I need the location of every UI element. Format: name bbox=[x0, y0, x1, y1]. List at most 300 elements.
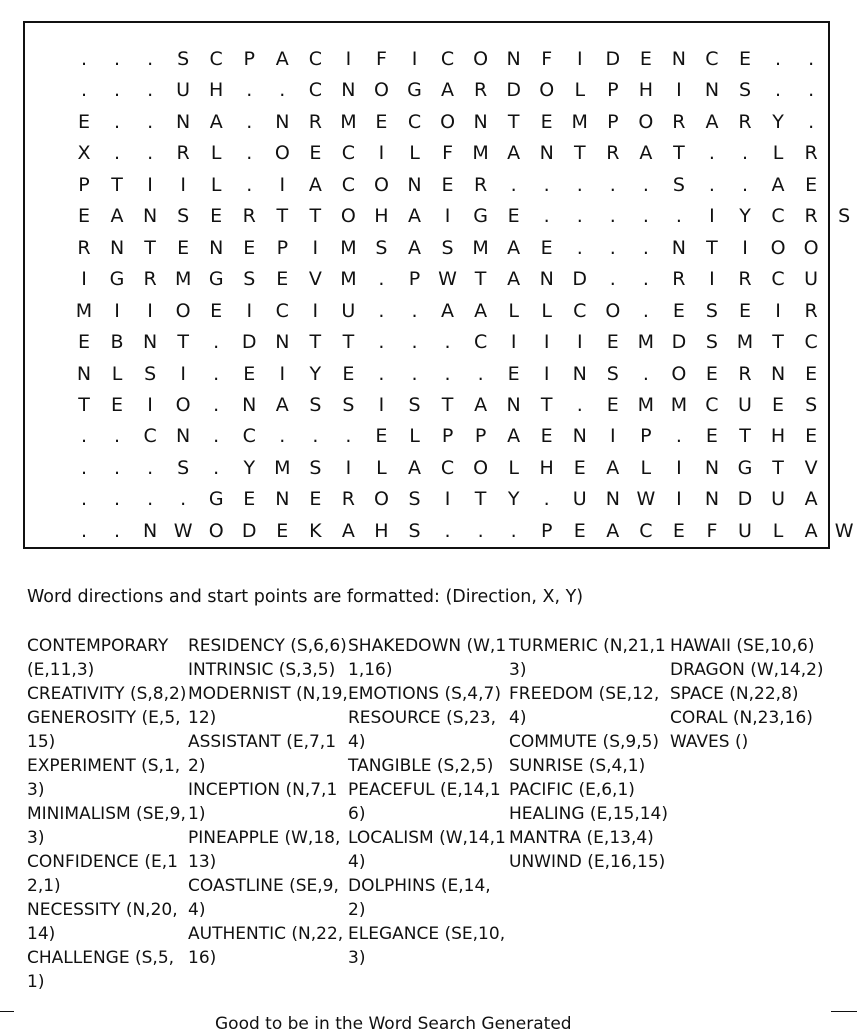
grid-cell: R bbox=[738, 268, 752, 291]
grid-cell: I bbox=[709, 268, 715, 291]
grid-cell: A bbox=[474, 299, 488, 322]
grid-cell: . bbox=[444, 331, 451, 354]
grid-cell: C bbox=[804, 331, 818, 354]
grid-cell: U bbox=[176, 79, 191, 102]
grid-cell: C bbox=[143, 425, 157, 448]
grid-cell: T bbox=[706, 236, 718, 259]
grid-cell: O bbox=[539, 79, 555, 102]
grid-cell: L bbox=[111, 362, 123, 385]
grid-cell: S bbox=[408, 488, 421, 511]
grid-cell: E bbox=[210, 299, 223, 322]
grid-cell: E bbox=[210, 205, 223, 228]
grid-cell: L bbox=[772, 519, 784, 542]
grid-cell: S bbox=[144, 362, 157, 385]
grid-cell: D bbox=[737, 488, 753, 511]
grid-cell: Y bbox=[309, 362, 322, 385]
grid-cell: M bbox=[274, 456, 291, 479]
grid-cell: N bbox=[671, 48, 686, 70]
grid-cell: S bbox=[738, 79, 752, 102]
grid-cell: A bbox=[705, 110, 719, 133]
grid-cell: T bbox=[177, 331, 189, 354]
grid-cell: . bbox=[741, 142, 749, 165]
grid-cell: E bbox=[375, 110, 388, 133]
word-entry: CONFIDENCE (E,12,1) bbox=[27, 852, 178, 896]
instructions-text: Word directions and start points are formatted: (Direction, X, Y) bbox=[27, 587, 584, 607]
grid-cell: T bbox=[573, 142, 586, 165]
grid-cell: G bbox=[473, 205, 488, 228]
grid-cell: R bbox=[242, 205, 256, 228]
grid-cell: M bbox=[736, 331, 754, 354]
grid-cell: E bbox=[540, 236, 553, 259]
grid-cell: N bbox=[109, 236, 125, 259]
word-list-column-2 bbox=[188, 634, 348, 970]
grid-cell: L bbox=[574, 79, 586, 102]
grid-cell: R bbox=[672, 110, 686, 133]
grid-cell: T bbox=[474, 268, 487, 291]
grid-cell: E bbox=[672, 519, 685, 542]
word-entry: TANGIBLE (S,2,5) bbox=[348, 756, 494, 776]
grid-cell: I bbox=[444, 488, 451, 511]
grid-cell: M bbox=[340, 268, 357, 291]
grid-cell: T bbox=[441, 393, 454, 416]
grid-cell: N bbox=[506, 48, 521, 70]
grid-cell: H bbox=[374, 519, 389, 542]
grid-cell: O bbox=[440, 110, 456, 133]
grid-cell: . bbox=[642, 236, 649, 259]
grid-cell: I bbox=[543, 331, 550, 354]
grid-cell: . bbox=[213, 456, 220, 479]
grid-cell: M bbox=[174, 268, 192, 291]
grid-cell: S bbox=[705, 331, 718, 354]
grid-cell: Y bbox=[243, 456, 256, 479]
grid-cell: C bbox=[308, 48, 322, 70]
grid-cell: O bbox=[473, 456, 489, 479]
grid-cell: . bbox=[477, 362, 484, 385]
grid-cell: Y bbox=[739, 205, 751, 228]
grid-cell: N bbox=[407, 173, 422, 196]
grid-cell: N bbox=[275, 331, 290, 354]
grid-cell: S bbox=[672, 173, 685, 196]
grid-cell: I bbox=[775, 299, 781, 322]
grid-cell: D bbox=[506, 79, 521, 102]
grid-cell: L bbox=[508, 299, 519, 322]
grid-cell: O bbox=[473, 48, 489, 70]
word-entry: FREEDOM (SE,12,4) bbox=[509, 684, 660, 728]
grid-cell: L bbox=[376, 456, 387, 479]
grid-cell: . bbox=[609, 236, 616, 259]
grid-cell: A bbox=[507, 425, 521, 448]
grid-cell: D bbox=[605, 48, 621, 70]
word-entry: CONTEMPORARY (E,11,3) bbox=[27, 636, 169, 680]
word-entry: HEALING (E,15,14) bbox=[509, 804, 669, 824]
grid-cell: I bbox=[609, 425, 616, 448]
grid-cell: N bbox=[209, 236, 224, 259]
grid-cell: . bbox=[147, 110, 154, 133]
grid-cell: C bbox=[705, 393, 719, 416]
grid-cell: I bbox=[742, 236, 748, 259]
grid-cell: P bbox=[276, 236, 289, 259]
grid-cell: . bbox=[576, 393, 583, 416]
word-entry: INCEPTION (N,7,11) bbox=[188, 780, 338, 824]
grid-cell: N bbox=[76, 362, 92, 385]
grid-cell: . bbox=[609, 205, 616, 228]
grid-cell: I bbox=[312, 236, 319, 259]
grid-cell: . bbox=[477, 519, 484, 542]
grid-cell: . bbox=[808, 79, 815, 102]
grid-cell: R bbox=[473, 79, 488, 102]
grid-cell: N bbox=[176, 110, 191, 133]
grid-cell: S bbox=[243, 268, 256, 291]
grid-cell: E bbox=[111, 393, 124, 416]
grid-cell: C bbox=[242, 425, 256, 448]
word-entry: AUTHENTIC (N,22,16) bbox=[188, 924, 344, 968]
word-entry: HAWAII (SE,10,6) bbox=[670, 636, 815, 656]
grid-cell: . bbox=[147, 488, 154, 511]
grid-cell: . bbox=[378, 331, 385, 354]
grid-cell: M bbox=[637, 393, 655, 416]
grid-cell: G bbox=[737, 456, 753, 479]
grid-cell: . bbox=[114, 425, 121, 448]
grid-cell: . bbox=[114, 519, 121, 542]
grid-cell: E bbox=[342, 362, 355, 385]
word-list-column-5 bbox=[670, 634, 830, 754]
grid-cell: T bbox=[739, 425, 751, 448]
grid-cell: A bbox=[275, 48, 289, 70]
grid-cell: . bbox=[213, 362, 220, 385]
grid-cell: N bbox=[605, 488, 620, 511]
grid-cell: . bbox=[444, 362, 451, 385]
word-entry: MANTRA (E,13,4) bbox=[509, 828, 654, 848]
grid-cell: T bbox=[309, 205, 322, 228]
grid-cell: G bbox=[208, 268, 224, 291]
grid-cell: E bbox=[243, 236, 256, 259]
grid-cell: . bbox=[213, 393, 220, 416]
grid-cell: T bbox=[673, 142, 685, 165]
grid-cell: I bbox=[444, 205, 451, 228]
grid-cell: H bbox=[770, 425, 786, 448]
grid-cell: T bbox=[342, 331, 355, 354]
grid-cell: . bbox=[576, 236, 583, 259]
grid-cell: . bbox=[642, 268, 649, 291]
grid-cell: . bbox=[114, 110, 121, 133]
grid-cell: Y bbox=[772, 110, 784, 133]
grid-cell: E bbox=[243, 488, 256, 511]
grid-cell: T bbox=[111, 173, 123, 196]
grid-cell: . bbox=[80, 425, 88, 448]
grid-cell: E bbox=[177, 236, 190, 259]
grid-cell: P bbox=[243, 48, 255, 70]
grid-cell: I bbox=[676, 79, 682, 102]
word-entry: INTRINSIC (S,3,5) bbox=[188, 660, 336, 680]
grid-cell: O bbox=[638, 110, 654, 133]
grid-cell: . bbox=[675, 425, 682, 448]
grid-cell: O bbox=[274, 142, 290, 165]
grid-cell: I bbox=[510, 331, 517, 354]
grid-cell: A bbox=[507, 142, 521, 165]
grid-cell: R bbox=[738, 110, 752, 133]
grid-cell: E bbox=[805, 173, 818, 196]
grid-cell: E bbox=[77, 110, 90, 133]
grid-cell: . bbox=[80, 488, 88, 511]
grid-cell: M bbox=[670, 393, 688, 416]
grid-cell: . bbox=[808, 48, 815, 70]
grid-cell: N bbox=[142, 519, 158, 542]
grid-cell: E bbox=[77, 205, 90, 228]
grid-cell: S bbox=[375, 236, 388, 259]
grid-cell: A bbox=[771, 173, 785, 196]
grid-cell: M bbox=[472, 142, 489, 165]
grid-cell: . bbox=[411, 299, 418, 322]
word-list-column-1 bbox=[27, 634, 187, 994]
grid-cell: M bbox=[637, 331, 655, 354]
grid-cell: C bbox=[209, 48, 223, 70]
grid-cell: E bbox=[672, 299, 685, 322]
grid-cell: . bbox=[213, 425, 220, 448]
grid-cell: N bbox=[671, 236, 686, 259]
grid-cell: M bbox=[571, 110, 588, 133]
grid-cell: H bbox=[539, 456, 554, 479]
grid-cell: . bbox=[147, 79, 154, 102]
grid-cell: S bbox=[838, 205, 851, 228]
grid-cell: I bbox=[543, 362, 550, 385]
grid-cell: A bbox=[408, 456, 421, 479]
grid-cell: U bbox=[341, 299, 356, 322]
grid-cell: A bbox=[441, 299, 455, 322]
grid-cell: O bbox=[803, 236, 819, 259]
grid-cell: G bbox=[407, 79, 422, 102]
grid-cell: T bbox=[772, 331, 784, 354]
grid-cell: . bbox=[246, 142, 253, 165]
word-entry: PEACEFUL (E,14,16) bbox=[348, 780, 501, 824]
grid-cell: . bbox=[147, 456, 154, 479]
word-entry: COASTLINE (SE,9,4) bbox=[188, 876, 339, 920]
grid-cell: V bbox=[804, 456, 818, 479]
grid-cell: R bbox=[143, 268, 157, 291]
word-entry: SPACE (N,22,8) bbox=[670, 684, 799, 704]
grid-cell: . bbox=[147, 142, 154, 165]
grid-cell: . bbox=[775, 79, 782, 102]
word-entry: PACIFIC (E,6,1) bbox=[509, 780, 635, 800]
grid-cell: . bbox=[411, 331, 418, 354]
grid-cell: C bbox=[705, 48, 719, 70]
grid-cell: I bbox=[345, 456, 352, 479]
grid-cell: C bbox=[407, 110, 422, 133]
grid-cell: A bbox=[408, 205, 421, 228]
grid-cell: O bbox=[340, 205, 356, 228]
grid-cell: C bbox=[771, 268, 785, 291]
grid-cell: A bbox=[308, 173, 322, 196]
grid-cell: . bbox=[180, 488, 187, 511]
grid-cell: . bbox=[114, 79, 121, 102]
grid-cell: I bbox=[312, 299, 319, 322]
grid-cell: I bbox=[576, 48, 583, 70]
grid-cell: T bbox=[474, 488, 487, 511]
grid-cell: E bbox=[243, 362, 256, 385]
word-entry: LOCALISM (W,14,14) bbox=[348, 828, 506, 872]
grid-cell: P bbox=[607, 79, 619, 102]
grid-cell: H bbox=[209, 79, 224, 102]
grid-cell: . bbox=[80, 456, 88, 479]
grid-cell: N bbox=[242, 393, 257, 416]
word-entry: MINIMALISM (SE,9,3) bbox=[27, 804, 186, 848]
grid-cell: . bbox=[246, 110, 253, 133]
grid-cell: W bbox=[173, 519, 193, 542]
grid-cell: Y bbox=[507, 488, 520, 511]
grid-cell: S bbox=[408, 393, 421, 416]
grid-cell: O bbox=[605, 299, 621, 322]
grid-cell: . bbox=[543, 205, 550, 228]
grid-cell: . bbox=[642, 173, 649, 196]
grid-cell: K bbox=[309, 519, 322, 542]
grid-cell: U bbox=[804, 268, 819, 291]
grid-cell: E bbox=[805, 425, 818, 448]
grid-cell: C bbox=[440, 456, 455, 479]
grid-cell: P bbox=[640, 425, 652, 448]
grid-cell: T bbox=[772, 456, 784, 479]
grid-cell: A bbox=[606, 456, 620, 479]
grid-cell: L bbox=[640, 456, 652, 479]
grid-cell: . bbox=[543, 173, 550, 196]
grid-cell: . bbox=[80, 519, 88, 542]
grid-cell: S bbox=[309, 393, 322, 416]
grid-cell: . bbox=[279, 79, 286, 102]
word-entry: DOLPHINS (E,14,2) bbox=[348, 876, 491, 920]
footer-text: Good to be in the Word Search Generated bbox=[215, 1014, 572, 1034]
grid-cell: W bbox=[636, 488, 656, 511]
grid-cell: C bbox=[771, 205, 785, 228]
grid-cell: . bbox=[411, 362, 418, 385]
grid-cell: E bbox=[540, 425, 553, 448]
grid-cell: T bbox=[144, 236, 156, 259]
word-entry: WAVES () bbox=[670, 732, 749, 752]
grid-cell: C bbox=[275, 299, 289, 322]
grid-cell: . bbox=[609, 173, 616, 196]
grid-cell: P bbox=[441, 425, 454, 448]
grid-cell: I bbox=[246, 299, 253, 322]
grid-cell: X bbox=[77, 142, 91, 165]
grid-cell: H bbox=[374, 205, 389, 228]
grid-cell: L bbox=[541, 299, 552, 322]
grid-cell: T bbox=[507, 110, 520, 133]
grid-cell: D bbox=[241, 519, 257, 542]
grid-cell: O bbox=[373, 79, 389, 102]
grid-cell: U bbox=[738, 519, 752, 542]
grid-cell: A bbox=[507, 268, 521, 291]
grid-cell: R bbox=[804, 299, 818, 322]
grid-cell: F bbox=[706, 519, 718, 542]
grid-cell: E bbox=[507, 205, 520, 228]
grid-cell: . bbox=[609, 268, 616, 291]
grid-cell: U bbox=[771, 488, 785, 511]
grid-cell: A bbox=[275, 393, 289, 416]
grid-cell: L bbox=[210, 173, 222, 196]
grid-cell: I bbox=[576, 331, 583, 354]
grid-cell: I bbox=[147, 173, 153, 196]
grid-cell: . bbox=[642, 299, 649, 322]
grid-cell: N bbox=[506, 393, 521, 416]
grid-cell: P bbox=[607, 110, 619, 133]
grid-cell: I bbox=[279, 362, 286, 385]
grid-cell: R bbox=[738, 362, 752, 385]
grid-cell: T bbox=[78, 393, 90, 416]
grid-cell: L bbox=[508, 456, 519, 479]
grid-cell: R bbox=[176, 142, 190, 165]
word-entry: DRAGON (W,14,2) bbox=[670, 660, 824, 680]
word-list-column-3 bbox=[348, 634, 508, 970]
grid-cell: E bbox=[606, 393, 619, 416]
grid-cell: . bbox=[378, 268, 385, 291]
word-entry: CREATIVITY (S,8,2) bbox=[27, 684, 187, 704]
word-entry: SUNRISE (S,4,1) bbox=[509, 756, 646, 776]
grid-cell: G bbox=[208, 488, 224, 511]
grid-cell: O bbox=[373, 173, 389, 196]
grid-cell: . bbox=[246, 173, 253, 196]
grid-cell: . bbox=[675, 205, 682, 228]
grid-cell: . bbox=[246, 79, 253, 102]
grid-cell: . bbox=[114, 48, 121, 70]
grid-cell: U bbox=[572, 488, 587, 511]
grid-cell: M bbox=[472, 236, 489, 259]
grid-cell: E bbox=[276, 268, 289, 291]
grid-cell: T bbox=[540, 393, 553, 416]
grid-cell: N bbox=[275, 110, 290, 133]
grid-cell: I bbox=[676, 456, 682, 479]
grid-cell: O bbox=[373, 488, 389, 511]
grid-cell: . bbox=[378, 299, 385, 322]
word-entry: CORAL (N,23,16) bbox=[670, 708, 813, 728]
grid-cell: U bbox=[738, 393, 752, 416]
grid-cell: I bbox=[180, 173, 186, 196]
grid-cell: E bbox=[573, 519, 586, 542]
grid-cell: D bbox=[671, 331, 687, 354]
grid-cell: R bbox=[804, 205, 818, 228]
word-entry: NECESSITY (N,20,14) bbox=[27, 900, 178, 944]
grid-cell: L bbox=[772, 142, 784, 165]
grid-cell: T bbox=[309, 331, 322, 354]
grid-cell: I bbox=[378, 142, 385, 165]
grid-cell: N bbox=[770, 362, 786, 385]
grid-cell: L bbox=[210, 142, 222, 165]
grid-cell: A bbox=[110, 205, 124, 228]
grid-cell: F bbox=[375, 48, 387, 70]
grid-cell: . bbox=[312, 425, 319, 448]
grid-cell: I bbox=[279, 173, 286, 196]
grid-cell: O bbox=[175, 393, 191, 416]
grid-cell: V bbox=[308, 268, 322, 291]
grid-cell: I bbox=[378, 393, 385, 416]
grid-cell: O bbox=[208, 519, 224, 542]
grid-cell: A bbox=[606, 519, 620, 542]
grid-cell: E bbox=[441, 173, 454, 196]
grid-cell: R bbox=[77, 236, 91, 259]
grid-cell: B bbox=[110, 331, 124, 354]
word-entry: TURMERIC (N,21,13) bbox=[509, 636, 666, 680]
grid-cell: C bbox=[440, 48, 455, 70]
word-entry: RESIDENCY (S,6,6) bbox=[188, 636, 347, 656]
word-entry: CHALLENGE (S,5,1) bbox=[27, 948, 175, 992]
grid-cell: E bbox=[772, 393, 785, 416]
grid-cell: A bbox=[804, 519, 818, 542]
grid-cell: . bbox=[114, 456, 121, 479]
grid-cell: . bbox=[80, 48, 88, 70]
word-entry: RESOURCE (S,23,4) bbox=[348, 708, 497, 752]
grid-cell: C bbox=[341, 173, 356, 196]
grid-cell: . bbox=[775, 48, 782, 70]
grid-cell: R bbox=[606, 142, 620, 165]
grid-cell: A bbox=[639, 142, 653, 165]
grid-cell: I bbox=[411, 48, 418, 70]
grid-cell: L bbox=[409, 425, 420, 448]
